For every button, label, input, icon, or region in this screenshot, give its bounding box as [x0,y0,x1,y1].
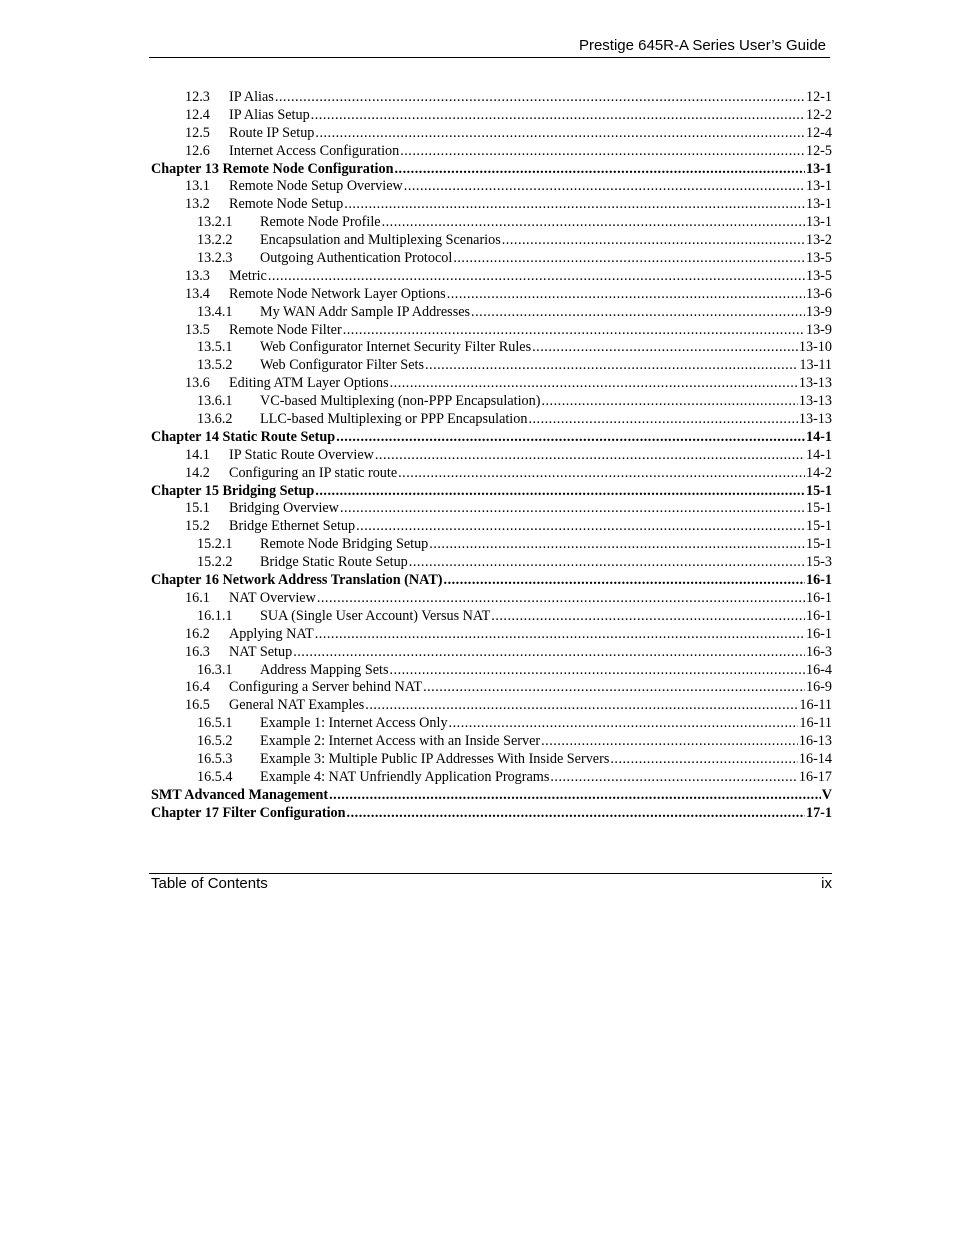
dot-leader [343,322,805,340]
dot-leader [336,429,805,447]
toc-entry-title: Remote Node Network Layer Options [229,285,446,302]
toc-entry-number: 16.2 [185,625,210,642]
toc-entry-number: 16.4 [185,679,210,696]
toc-entry[interactable] [151,322,832,340]
toc-entry-title: Remote Node Setup [229,196,344,213]
toc-entry-page: 15-3 [805,554,832,571]
toc-entry-number: 16.5.1 [197,715,233,732]
toc-entry-number: 13.5 [185,321,210,338]
toc-entry-number: 13.6.1 [197,393,233,410]
toc-entry[interactable] [151,143,832,161]
toc-entry-title: Bridging Overview [229,500,339,517]
toc-entry-page: 14-1 [805,428,832,445]
toc-entry-title: NAT Overview [229,589,316,606]
toc-entry-page: 13-2 [805,232,832,249]
footer-section-title: Table of Contents [151,875,268,892]
toc-entry-title: Editing ATM Layer Options [229,375,389,392]
toc-entry-number: 16.3 [185,643,210,660]
dot-leader [375,447,805,465]
toc-entry[interactable] [151,536,832,554]
toc-entry-title: Example 2: Internet Access with an Inside Server [260,733,541,750]
dot-leader [365,697,798,715]
dot-leader [340,500,805,518]
toc-entry-title: Encapsulation and Multiplexing Scenarios [260,232,501,249]
toc-entry[interactable] [151,268,832,286]
dot-leader [293,644,805,662]
dot-leader [532,339,798,357]
toc-entry-number: 15.2.2 [197,554,233,571]
toc-entry-page: 14-2 [805,464,832,481]
toc-entry[interactable] [151,250,832,268]
toc-entry[interactable] [151,679,832,697]
toc-entry-page: 14-1 [805,446,832,463]
toc-entry-page: 13-5 [805,267,832,284]
toc-entry-number: 16.3.1 [197,661,233,678]
dot-leader [444,572,805,590]
toc-entry-page: 13-1 [805,196,832,213]
dot-leader [315,626,805,644]
toc-entry-number: 16.5.4 [197,768,233,785]
toc-entry-title: Example 1: Internet Access Only [260,715,448,732]
toc-entry-number: 14.2 [185,464,210,481]
toc-entry[interactable] [151,518,832,536]
dot-leader [382,214,805,232]
dot-leader [409,554,805,572]
toc-entry-number: 15.2.1 [197,536,233,553]
toc-entry[interactable] [151,89,832,107]
dot-leader [329,787,821,805]
toc-entry-number: 13.2.2 [197,232,233,249]
toc-entry-title: Chapter 13 Remote Node Configuration [151,160,394,177]
toc-entry-number: 16.5.3 [197,750,233,767]
toc-entry-number: 12.4 [185,106,210,123]
toc-entry[interactable] [151,715,832,733]
toc-entry-title: Remote Node Setup Overview [229,178,403,195]
footer-rule [149,873,832,874]
toc-chapter-entry[interactable] [151,787,832,805]
running-header-title: Prestige 645R-A Series User’s Guide [578,37,826,54]
toc-entry-number: 13.2.3 [197,250,233,267]
toc-chapter-entry[interactable] [151,429,832,447]
toc-entry-title: SUA (Single User Account) Versus NAT [260,607,491,624]
header-rule [149,57,830,58]
toc-entry-page: 15-1 [805,482,832,499]
toc-entry-number: 13.5.1 [197,339,233,356]
toc-entry-page: 16-13 [798,733,832,750]
toc-entry-number: 12.3 [185,89,210,105]
toc-entry[interactable] [151,232,832,250]
toc-entry-page: 15-1 [805,536,832,553]
dot-leader [315,125,805,143]
toc-entry-title: IP Static Route Overview [229,446,374,463]
toc-entry-title: Web Configurator Internet Security Filter Rules [260,339,532,356]
toc-entry-title: SMT Advanced Management [151,786,329,803]
dot-leader [356,518,805,536]
toc-chapter-entry[interactable] [151,483,832,501]
dot-leader [423,679,805,697]
toc-entry-number: 13.1 [185,178,210,195]
toc-entry-title: NAT Setup [229,643,293,660]
toc-entry-number: 15.1 [185,500,210,517]
dot-leader [389,662,805,680]
toc-entry-title: Remote Node Profile [260,214,381,231]
toc-entry-number: 13.2 [185,196,210,213]
dot-leader [528,411,797,429]
dot-leader [449,715,799,733]
toc-entry-number: 12.5 [185,124,210,141]
toc-entry-number: 13.6 [185,375,210,392]
toc-entry-page: 13-11 [799,357,832,374]
toc-entry-page: 13-9 [805,303,832,320]
dot-leader [453,250,805,268]
toc-entry-page: 13-6 [805,285,832,302]
toc-entry-title: Address Mapping Sets [260,661,389,678]
toc-entry[interactable] [151,644,832,662]
toc-entry-page: 16-1 [805,607,832,624]
toc-entry-title: Example 4: NAT Unfriendly Application Programs [260,768,550,785]
toc-entry-title: Configuring an IP static route [229,464,398,481]
toc-entry-title: Remote Node Bridging Setup [260,536,429,553]
toc-entry-title: IP Alias [229,89,274,105]
toc-entry-title: Route IP Setup [229,124,315,141]
toc-entry[interactable] [151,214,832,232]
dot-leader [344,196,805,214]
toc-entry-title: Chapter 17 Filter Configuration [151,804,346,821]
toc-entry-title: General NAT Examples [229,697,365,714]
toc-entry-page: 16-9 [805,679,832,696]
toc-entry[interactable] [151,304,832,322]
toc-entry-page: 16-11 [799,715,832,732]
toc-entry[interactable] [151,608,832,626]
toc-entry[interactable] [151,393,832,411]
toc-entry[interactable] [151,375,832,393]
toc-entry[interactable] [151,769,832,787]
toc-entry-number: 13.5.2 [197,357,233,374]
dot-leader [550,769,798,787]
toc-entry-number: 12.6 [185,142,210,159]
toc-entry-title: Internet Access Configuration [229,142,400,159]
toc-entry-page: 16-1 [805,572,832,589]
toc-entry-number: 16.1 [185,589,210,606]
toc-entry[interactable] [151,196,832,214]
toc-entry-page: 13-13 [798,411,832,428]
footer-page-number: ix [821,875,832,892]
toc-entry[interactable] [151,733,832,751]
toc-entry-number: 13.6.2 [197,411,233,428]
toc-entry-title: Example 3: Multiple Public IP Addresses With Inside Servers [260,750,610,767]
toc-entry-title: Remote Node Filter [229,321,342,338]
table-of-contents [151,89,832,823]
dot-leader [447,286,805,304]
toc-entry-page: 12-4 [805,124,832,141]
toc-entry-title: Chapter 15 Bridging Setup [151,482,315,499]
dot-leader [398,465,805,483]
toc-entry-page: 16-14 [798,750,832,767]
toc-chapter-entry[interactable] [151,805,832,823]
dot-leader [541,393,797,411]
toc-entry-page: 13-1 [805,214,832,231]
toc-entry-page: 12-1 [805,89,832,105]
toc-entry-page: 13-1 [805,178,832,195]
toc-entry-page: 16-3 [805,643,832,660]
toc-entry-title: Outgoing Authentication Protocol [260,250,453,267]
toc-entry-page: 12-2 [805,106,832,123]
dot-leader [491,608,805,626]
toc-entry-number: 16.5.2 [197,733,233,750]
toc-entry-title: VC-based Multiplexing (non-PPP Encapsulation) [260,393,541,410]
toc-entry[interactable] [151,590,832,608]
toc-entry-page: 16-1 [805,589,832,606]
toc-entry[interactable] [151,286,832,304]
toc-entry-title: LLC-based Multiplexing or PPP Encapsulation [260,411,528,428]
dot-leader [317,590,805,608]
toc-entry-page: 13-5 [805,250,832,267]
toc-entry[interactable] [151,447,832,465]
toc-entry[interactable] [151,751,832,769]
toc-entry-page: 15-1 [805,500,832,517]
dot-leader [610,751,798,769]
toc-entry[interactable] [151,178,832,196]
toc-chapter-entry[interactable] [151,161,832,179]
toc-entry-page: 13-10 [798,339,832,356]
toc-entry-title: Chapter 14 Static Route Setup [151,428,336,445]
toc-entry-title: Metric [229,267,267,284]
toc-entry[interactable] [151,339,832,357]
toc-entry-title: Bridge Static Route Setup [260,554,408,571]
toc-entry-number: 13.4.1 [197,303,233,320]
toc-entry-number: 13.2.1 [197,214,233,231]
dot-leader [347,805,805,823]
toc-entry-page: V [821,786,832,803]
dot-leader [311,107,805,125]
toc-entry-title: Chapter 16 Network Address Translation (NAT) [151,572,443,589]
toc-entry-title: IP Alias Setup [229,106,310,123]
toc-entry-page: 15-1 [805,518,832,535]
dot-leader [425,357,798,375]
toc-entry-page: 17-1 [805,804,832,821]
dot-leader [502,232,805,250]
dot-leader [404,178,805,196]
toc-entry-number: 16.1.1 [197,607,233,624]
dot-leader [275,89,805,107]
toc-entry-page: 16-17 [798,768,832,785]
toc-entry[interactable] [151,125,832,143]
toc-entry[interactable] [151,500,832,518]
toc-entry-page: 12-5 [805,142,832,159]
toc-entry[interactable] [151,465,832,483]
dot-leader [268,268,805,286]
toc-entry-page: 13-1 [805,160,832,177]
toc-entry-number: 13.4 [185,285,210,302]
toc-entry[interactable] [151,626,832,644]
toc-entry-page: 16-4 [805,661,832,678]
toc-entry-page: 13-13 [798,375,832,392]
toc-entry-number: 13.3 [185,267,210,284]
toc-entry[interactable] [151,357,832,375]
toc-entry-title: My WAN Addr Sample IP Addresses [260,303,471,320]
toc-entry[interactable] [151,107,832,125]
toc-entry-number: 15.2 [185,518,210,535]
dot-leader [315,483,805,501]
toc-entry[interactable] [151,697,832,715]
toc-entry[interactable] [151,662,832,680]
dot-leader [400,143,805,161]
dot-leader [429,536,805,554]
dot-leader [394,161,805,179]
toc-entry-title: Web Configurator Filter Sets [260,357,424,374]
toc-entry-title: Bridge Ethernet Setup [229,518,356,535]
toc-entry-page: 13-13 [798,393,832,410]
toc-entry[interactable] [151,554,832,572]
toc-entry-number: 16.5 [185,697,210,714]
dot-leader [541,733,798,751]
toc-entry-page: 16-11 [799,697,832,714]
dot-leader [471,304,805,322]
toc-entry[interactable] [151,411,832,429]
toc-entry-page: 13-9 [805,321,832,338]
toc-entry-title: Applying NAT [229,625,314,642]
toc-entry-number: 14.1 [185,446,210,463]
toc-entry-title: Configuring a Server behind NAT [229,679,423,696]
toc-entry-page: 16-1 [805,625,832,642]
toc-chapter-entry[interactable] [151,572,832,590]
dot-leader [390,375,798,393]
